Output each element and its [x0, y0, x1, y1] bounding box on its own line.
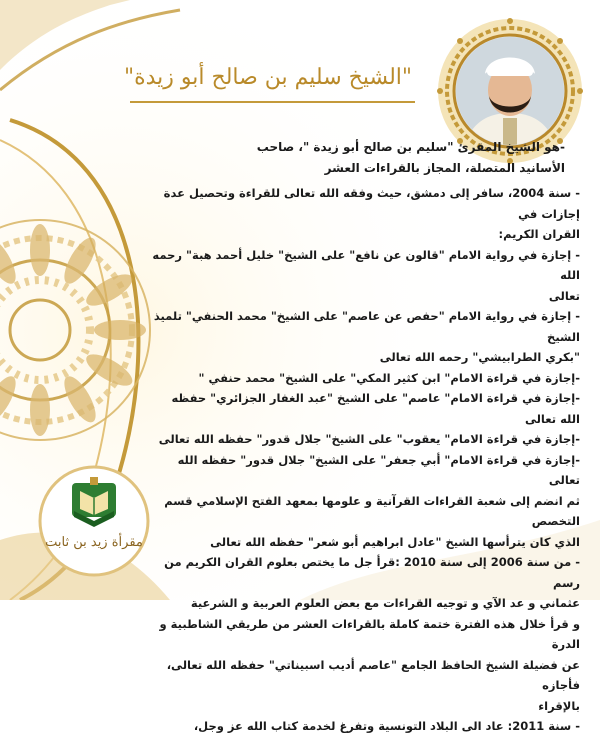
- biography-text: [150, 183, 580, 737]
- sheikh-name-title: "الشيخ سليم بن صالح أبو زيدة": [123, 65, 413, 90]
- maqraa-logo-text: مقرأة زيد بن ثابت: [45, 535, 143, 550]
- bio-line: - إجازة في رواية الامام "قالون عن نافع" على الشيخ" خليل أحمد هبة" رحمه الله: [152, 247, 580, 282]
- bio-line: ثم انضم إلى شعبة القراءات القرآنية و علومها بمعهد الفتح الإسلامي قسم التخصص: [164, 493, 580, 528]
- bio-line: -إجازة في قراءة الامام" ابن كثير المكي" على الشيخ" محمد حنفي ": [198, 370, 580, 385]
- bio-line: بالإقراء: [538, 698, 580, 713]
- intro-line: -هو الشيخ المقرئ "سليم بن صالح أبو زيدة "، صاحب: [256, 140, 565, 154]
- bio-line: القران الكريم:: [498, 227, 580, 241]
- bio-line: -إجازة في قراءة الامام" أبي جعفر" على الشيخ" جلال قدور" حفظه الله تعالى: [177, 452, 580, 487]
- maqraa-logo: [38, 465, 150, 577]
- bio-line: عن فضيلة الشيخ الحافظ الجامع "عاصم أديب اسبيناتي" حفظه الله تعالى، فأجازه: [166, 657, 580, 692]
- intro-paragraph: [235, 137, 565, 179]
- bio-line: و قرأ خلال هذه الفترة ختمة كاملة بالقراءات العشر من طريقي الشاطبية و الدرة: [159, 616, 580, 651]
- bio-line: تعالى: [548, 288, 580, 303]
- bio-line: - سنة 2011: عاد الى البلاد التونسية وتفرغ لخدمة كتاب الله عز وجل،: [193, 719, 580, 733]
- bio-line: - إجازة في رواية الامام "حفص عن عاصم" على الشيخ" محمد الحنفي" تلميذ الشيخ: [153, 309, 580, 344]
- bio-line: الذي كان يترأسها الشيخ "عادل ابراهيم أبو شعر" حفظه الله تعالى: [210, 534, 580, 549]
- bio-line: -إجازة في قراءة الامام" عاصم" على الشيخ "عبد الغفار الجزائري" حفظه الله تعالى: [171, 391, 580, 426]
- title-underline: [130, 101, 415, 103]
- bio-line: - سنة 2004، سافر إلى دمشق، حيث وفقه الله تعالى للقراءة وتحصيل عدة إجازات في: [163, 186, 580, 221]
- intro-line: الأسانيد المتصلة، المجاز بالقراءات العشر: [324, 161, 565, 175]
- bio-line: عثماني و عد الآي و توجيه القراءات مع بعض العلوم العربية و الشرعية: [190, 596, 580, 610]
- bio-line: "بكري الطرابيشي" رحمه الله تعالى: [379, 350, 580, 364]
- bio-line: - من سنة 2006 إلى سنة 2010 :قرأ جل ما يختص بعلوم القران الكريم من رسم: [164, 555, 580, 590]
- bio-line: -إجازة في قراءة الامام" يعقوب" على الشيخ" جلال قدور" حفظه الله تعالى: [158, 432, 580, 446]
